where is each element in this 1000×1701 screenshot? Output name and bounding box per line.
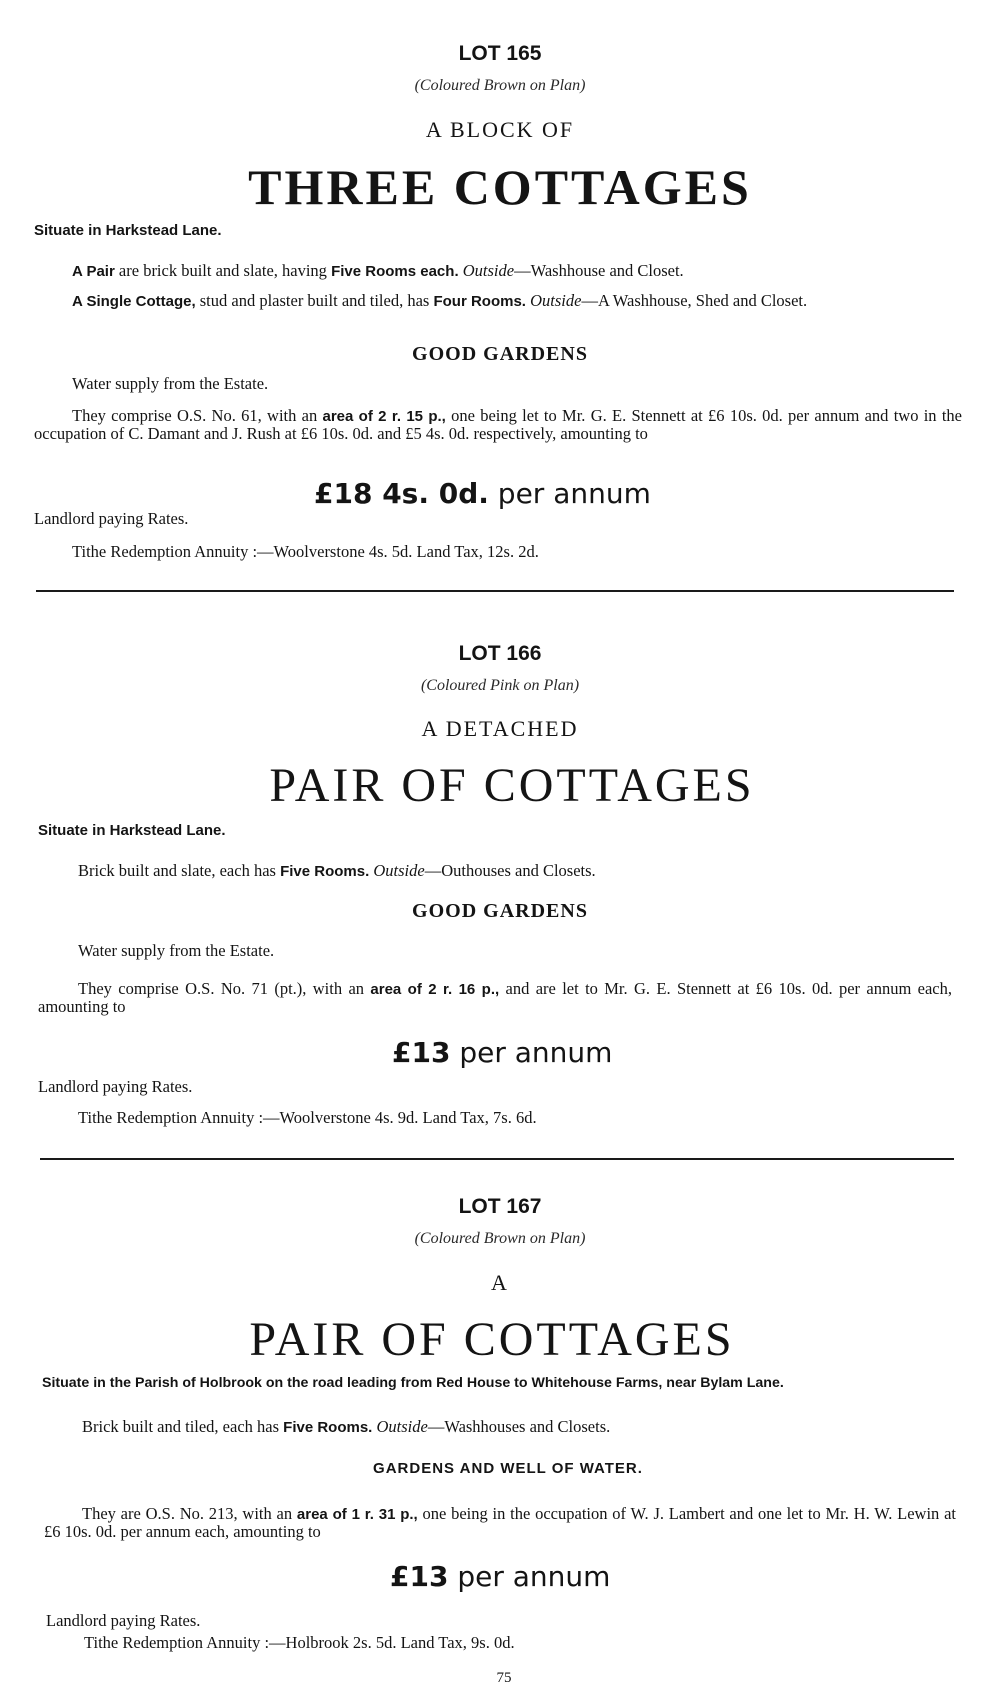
- lot-166-rent-amount: £13 per annum: [392, 1036, 613, 1069]
- lot-167-tithe: Tithe Redemption Annuity :—Holbrook 2s. 5d. Land Tax, 9s. 0d.: [84, 1633, 515, 1652]
- lot-165-comprise: They comprise O.S. No. 61, with an area of 2 r. 15 p., one being let to Mr. G. E. Stennett at £6 10s. 0d. per annum and two in the occupation of C. Damant and J. Rush at £6 10s. 0d. and £5 4s. 0d. respectively, amounting to: [34, 406, 962, 443]
- lot-165-tithe: Tithe Redemption Annuity :—Woolverstone 4s. 5d. Land Tax, 12s. 2d.: [72, 542, 539, 561]
- lot-165-colour-note: (Coloured Brown on Plan): [414, 77, 586, 94]
- lot-165-intro: A BLOCK OF: [425, 117, 575, 142]
- lot-166-heading: LOT 166: [458, 642, 542, 665]
- lot-166-situate: Situate in Harkstead Lane.: [38, 822, 226, 839]
- lot-167-situate: Situate in the Parish of Holbrook on the road leading from Red House to Whitehouse Farms, near Bylam Lane.: [42, 1375, 784, 1391]
- lot-167-heading: LOT 167: [458, 1195, 542, 1218]
- lot-166-gardens: GOOD GARDENS: [412, 900, 588, 922]
- section-divider: [36, 590, 954, 592]
- lot-166-headline: PAIR OF COTTAGES: [269, 759, 755, 812]
- lot-167-headline: PAIR OF COTTAGES: [249, 1313, 735, 1366]
- lot-165-headline: THREE COTTAGES: [248, 159, 752, 215]
- lot-165-gardens: GOOD GARDENS: [412, 343, 588, 365]
- lot-167-rates: Landlord paying Rates.: [46, 1611, 201, 1630]
- page-number: 75: [496, 1670, 512, 1686]
- lot-165-single-description: A Single Cottage, stud and plaster built and tiled, has Four Rooms. Outside—A Washhouse, Shed and Closet.: [72, 291, 808, 310]
- lot-165-heading: LOT 165: [458, 42, 542, 65]
- lot-166-rates: Landlord paying Rates.: [38, 1077, 193, 1096]
- lot-165-pair-description: A Pair are brick built and slate, having Five Rooms each. Outside—Washhouse and Closet.: [72, 261, 684, 280]
- lot-165-water-supply: Water supply from the Estate.: [72, 374, 269, 393]
- lot-166-water-supply: Water supply from the Estate.: [78, 941, 275, 960]
- lot-166-comprise: They comprise O.S. No. 71 (pt.), with an area of 2 r. 16 p., and are let to Mr. G. E. Stennett at £6 10s. 0d. per annum each, amounting to: [38, 979, 952, 1016]
- lot-166-colour-note: (Coloured Pink on Plan): [420, 677, 580, 694]
- lot-167-intro: A: [491, 1270, 509, 1295]
- lot-167-rent-amount: £13 per annum: [390, 1560, 611, 1593]
- lot-166-description: Brick built and slate, each has Five Rooms. Outside—Outhouses and Closets.: [78, 861, 596, 880]
- lot-167-description: Brick built and tiled, each has Five Rooms. Outside—Washhouses and Closets.: [82, 1417, 611, 1436]
- lot-165-rates: Landlord paying Rates.: [34, 509, 189, 528]
- lot-167-comprise: They are O.S. No. 213, with an area of 1 r. 31 p., one being in the occupation of W. J. Lambert and one let to Mr. H. W. Lewin at £6 10s. 0d. per annum each, amounting to: [44, 1504, 956, 1541]
- lot-167-gardens: GARDENS AND WELL OF WATER.: [373, 1460, 643, 1477]
- lot-166-intro: A DETACHED: [421, 716, 579, 741]
- lot-165-situate: Situate in Harkstead Lane.: [34, 222, 222, 239]
- lot-166-tithe: Tithe Redemption Annuity :—Woolverstone 4s. 9d. Land Tax, 7s. 6d.: [78, 1108, 537, 1127]
- lot-167-colour-note: (Coloured Brown on Plan): [414, 1230, 586, 1247]
- lot-165-rent-amount: £18 4s. 0d. per annum: [314, 477, 651, 510]
- section-divider: [40, 1158, 954, 1160]
